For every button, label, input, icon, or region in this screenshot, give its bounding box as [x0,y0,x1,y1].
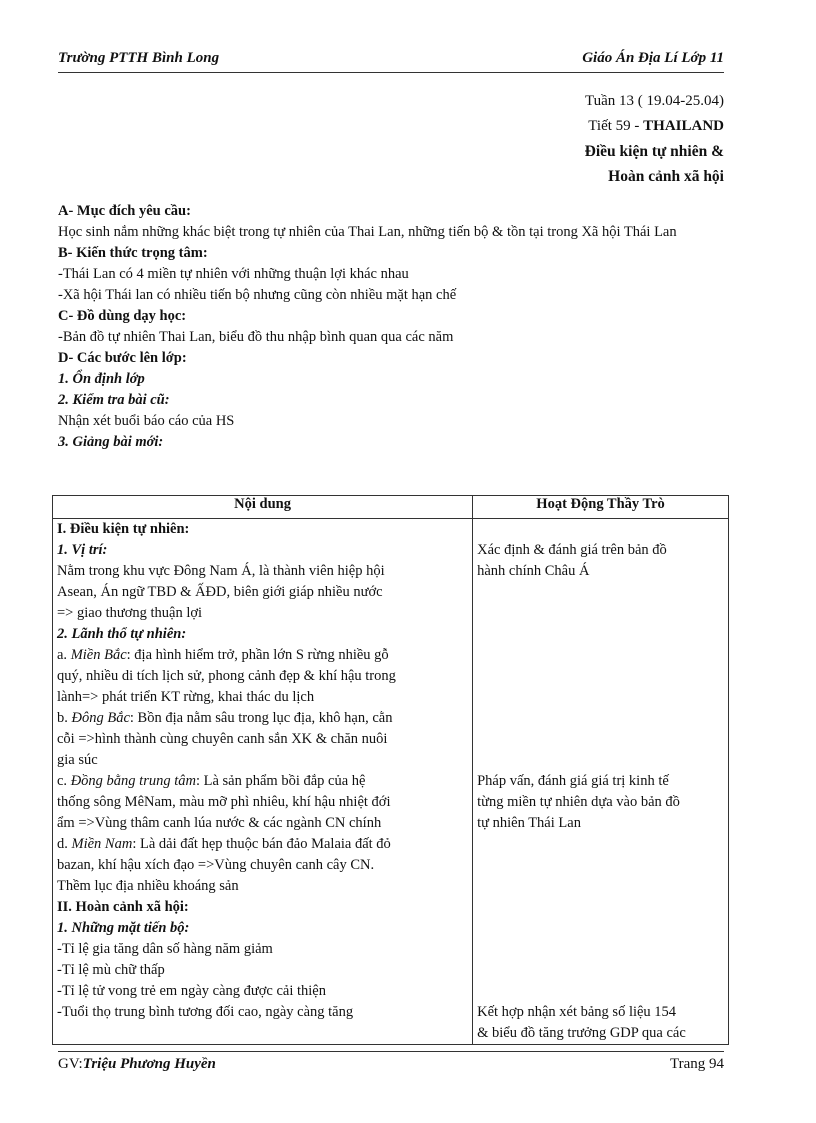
spacer [477,519,724,540]
item-label: c. [57,773,71,789]
school-name: Trường PTTH Bình Long [58,50,220,66]
heading-progress: 1. Những mặt tiến bộ: [57,920,190,936]
activity-line: Xác định & đánh giá trên bản đồ [477,542,667,558]
section-b-title: B- Kiến thức trọng tâm: [58,245,208,261]
region-name: Miền Nam [71,836,133,852]
content-line: Asean, Án ngữ TBD & ẤĐD, biên giới giáp nhiều nước [57,584,383,600]
activity-line: từng miền tự nhiên dựa vào bản đồ [477,794,680,810]
period-prefix: Tiết 59 - [588,118,644,134]
region-name: Miền Bắc [70,647,127,663]
content-line: cỗi =>hình thành cùng chuyên canh sắn XK & chăn nuôi [57,731,388,747]
region-name: Đồng bằng trung tâm [70,773,196,789]
lesson-table [52,495,729,1045]
content-cell [53,519,473,1045]
content-line: quý, nhiều di tích lịch sử, phong cảnh đẹp & khí hậu trong [57,668,396,684]
document-subject: Giáo Án Địa Lí Lớp 11 [582,50,724,66]
step-2: 2. Kiểm tra bài cũ: [58,392,170,408]
item-label: b. [57,710,72,726]
lesson-body [58,201,724,453]
item-text: : Là dải đất hẹp thuộc bán đảo Malaia đất đỏ [132,836,391,852]
lesson-title-line2: Hoàn cảnh xã hội [608,168,724,185]
item-text: : địa hình hiểm trở, phần lớn S rừng nhiều gỗ [126,647,389,663]
header-divider [58,72,724,73]
content-line: thống sông MêNam, màu mỡ phì nhiêu, khí hậu nhiệt đới [57,794,391,810]
section-c-line: -Bản đồ tự nhiên Thai Lan, biểu đồ thu nhập bình quan qua các năm [58,329,454,345]
item-label: a. [57,647,71,663]
section-b-line: -Xã hội Thái lan có nhiều tiến bộ nhưng cũng còn nhiều mặt hạn chế [58,287,457,303]
content-line: -Tuổi thọ trung bình tương đối cao, ngày càng tăng [57,1004,354,1020]
activity-line: & biểu đồ tăng trưởng GDP qua các [477,1025,686,1041]
section-b-line: -Thái Lan có 4 miền tự nhiên với những thuận lợi khác nhau [58,266,409,282]
table-header-row [53,496,729,519]
section-a-title: A- Mục đích yêu cầu: [58,203,191,219]
activity-line: hành chính Châu Á [477,563,590,579]
page-number: Trang 94 [669,1056,724,1072]
item-label: d. [57,836,72,852]
heading-social-conditions: II. Hoàn cảnh xã hội: [57,899,189,915]
content-line: Thềm lục địa nhiều khoáng sản [57,878,239,894]
teacher-name: Triệu Phương Huyền [82,1056,216,1072]
period-topic: THAILAND [643,118,724,134]
footer-divider [58,1051,724,1052]
content-line: => giao thương thuận lợi [57,605,203,621]
activity-cell [473,519,729,1045]
lesson-title-line1: Điều kiện tự nhiên & [584,143,724,160]
section-a-text: Học sinh nắm những khác biệt trong tự nhiên của Thai Lan, những tiến bộ & tồn tại trong Xã hội Thái Lan [58,224,677,240]
page-footer [58,1056,724,1073]
content-line: ẩm =>Vùng thâm canh lúa nước & các ngành CN chính [57,815,382,831]
content-line [57,708,468,729]
step-1: 1. Ổn định lớp [58,371,145,387]
column-header-content: Nội dung [53,496,473,519]
lesson-titles [585,89,724,189]
section-c-title: C- Đồ dùng dạy học: [58,308,187,324]
item-text: : Bồn địa nằm sâu trong lục địa, khô hạn, cằn [129,710,393,726]
activity-line: Pháp vấn, đánh giá giá trị kinh tế [477,773,669,789]
item-text: : Là sản phẩm bồi đắp của hệ [195,773,366,789]
step-3: 3. Giảng bài mới: [58,434,164,450]
content-line [57,645,468,666]
content-line: lành=> phát triển KT rừng, khai thác du lịch [57,689,315,705]
teacher-label: GV: [58,1056,83,1072]
content-line: Nằm trong khu vực Đông Nam Á, là thành viên hiệp hội [57,563,385,579]
content-line: -Tỉ lệ tử vong trẻ em ngày càng được cải thiện [57,983,326,999]
table-row [53,519,729,1045]
heading-location: 1. Vị trí: [57,542,108,558]
step-2-text: Nhận xét buổi báo cáo của HS [58,413,235,429]
heading-territory: 2. Lãnh thổ tự nhiên: [57,626,187,642]
content-line [57,771,468,792]
column-header-activity: Hoạt Động Thầy Trò [473,496,729,519]
activity-line: Kết hợp nhận xét bảng số liệu 154 [477,1004,677,1020]
heading-natural-conditions: I. Điều kiện tự nhiên: [57,521,190,537]
page-header [58,50,724,72]
content-line [57,834,468,855]
section-d-title: D- Các bước lên lớp: [58,350,187,366]
period-label [585,114,724,139]
content-line: bazan, khí hậu xích đạo =>Vùng chuyên canh cây CN. [57,857,375,873]
activity-line: tự nhiên Thái Lan [477,815,581,831]
region-name: Đông Bắc [71,710,130,726]
week-label: Tuần 13 ( 19.04-25.04) [584,93,724,109]
content-line: -Tỉ lệ mù chữ thấp [57,962,165,978]
content-line: -Tỉ lệ gia tăng dân số hàng năm giảm [57,941,273,957]
content-line: gia súc [57,752,98,768]
